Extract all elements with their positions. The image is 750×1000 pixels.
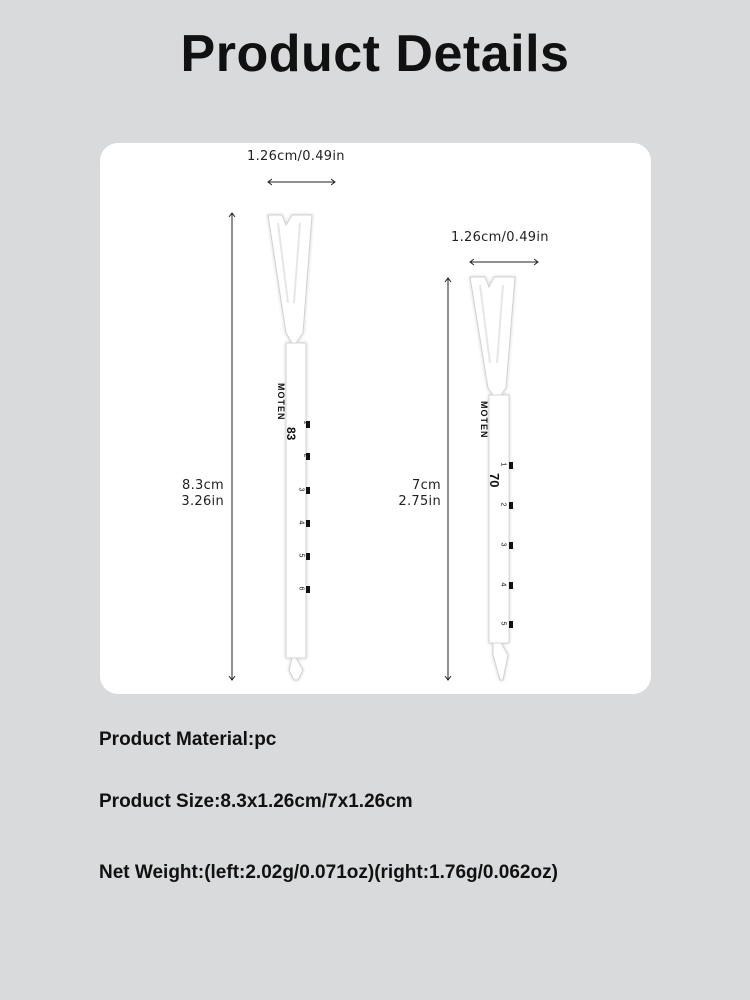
left-length-in: 3.26in bbox=[181, 494, 224, 509]
right-tee-scale bbox=[509, 462, 513, 628]
left-length-label bbox=[160, 478, 224, 510]
page-title: Product Details bbox=[180, 25, 570, 83]
spec-size: Product Size:8.3x1.26cm/7x1.26cm bbox=[99, 791, 413, 812]
right-scale-number-2: 2 bbox=[499, 502, 507, 507]
left-tee-scale bbox=[306, 421, 310, 593]
left-scale-number-4: 4 bbox=[297, 520, 305, 525]
left-tee-size-mark: 83 bbox=[284, 427, 298, 441]
left-width-label: 1.26cm/0.49in bbox=[247, 149, 345, 164]
spec-weight: Net Weight:(left:2.02g/0.071oz)(right:1.76g/0.062oz) bbox=[99, 862, 558, 883]
right-width-label: 1.26cm/0.49in bbox=[451, 230, 549, 245]
left-scale-number-1: 1 bbox=[302, 420, 310, 425]
left-scale-number-3: 3 bbox=[297, 487, 305, 492]
spec-material: Product Material:pc bbox=[99, 729, 277, 750]
left-tee-brand-mark: MOTEN bbox=[276, 383, 286, 421]
right-scale-number-3: 3 bbox=[499, 542, 507, 547]
product-diagram-card bbox=[100, 143, 651, 694]
left-tee bbox=[268, 215, 312, 680]
right-length-cm: 7cm bbox=[412, 478, 441, 493]
right-scale-number-4: 4 bbox=[499, 582, 507, 587]
right-scale-number-5: 5 bbox=[499, 621, 507, 626]
left-scale-number-5: 5 bbox=[297, 553, 305, 558]
left-length-cm: 8.3cm bbox=[182, 478, 224, 493]
right-length-in: 2.75in bbox=[398, 494, 441, 509]
right-tee-brand-mark: MOTEN bbox=[479, 401, 489, 439]
right-tee-size-mark: 70 bbox=[487, 473, 502, 488]
left-scale-number-2: 2 bbox=[302, 453, 310, 458]
right-length-label bbox=[375, 478, 441, 510]
tee-diagram bbox=[100, 143, 651, 694]
right-scale-number-1: 1 bbox=[499, 462, 507, 467]
left-scale-number-6: 6 bbox=[297, 586, 305, 591]
